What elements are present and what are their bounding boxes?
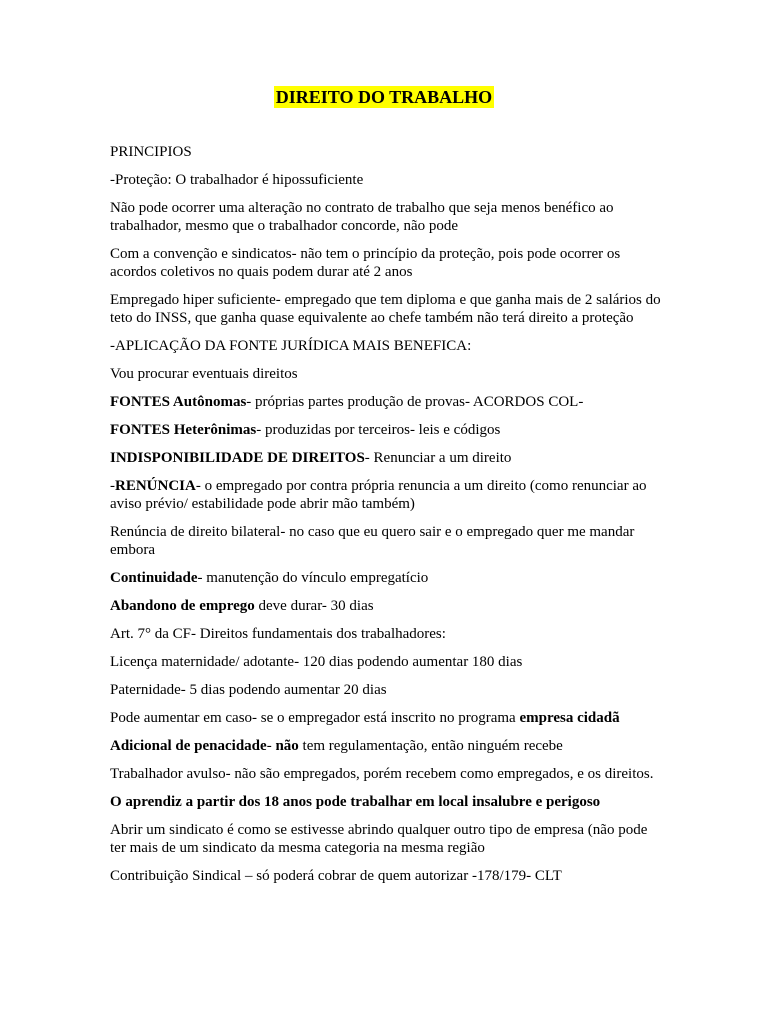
- paragraph: [110, 523, 666, 559]
- paragraph: [110, 199, 666, 235]
- text-segment: Trabalhador avulso- não são empregados, porém recebem como empregados, e os direitos.: [110, 766, 654, 782]
- text-segment: - o empregado por contra própria renuncia a um direito (como renunciar ao aviso prévio/ estabilidade pode abrir mão também): [110, 478, 647, 512]
- text-segment: Com a convenção e sindicatos- não tem o princípio da proteção, pois pode ocorrer os acordos coletivos no quais podem durar até 2 anos: [110, 246, 621, 280]
- paragraph: [110, 737, 666, 755]
- bold-text: não: [275, 738, 299, 754]
- paragraph: [110, 653, 666, 671]
- text-segment: -: [266, 738, 276, 754]
- paragraph: [110, 681, 666, 699]
- paragraph: [110, 245, 666, 281]
- paragraph: [110, 709, 666, 727]
- document-body: [110, 143, 666, 895]
- paragraph: [110, 337, 666, 355]
- text-segment: -Proteção: O trabalhador é hipossuficiente: [110, 172, 364, 188]
- text-segment: Renúncia de direito bilateral- no caso que eu quero sair e o empregado quer me mandar embora: [110, 524, 635, 558]
- bold-text: Abandono de emprego: [110, 598, 255, 614]
- bold-text: FONTES Heterônimas: [110, 422, 257, 438]
- text-segment: PRINCIPIOS: [110, 144, 192, 160]
- text-segment: Pode aumentar em caso- se o empregador está inscrito no programa: [110, 710, 520, 726]
- paragraph: [110, 143, 666, 161]
- paragraph: [110, 821, 666, 857]
- text-segment: Contribuição Sindical – só poderá cobrar de quem autorizar -178/179- CLT: [110, 868, 562, 884]
- text-segment: tem regulamentação, então ninguém recebe: [298, 738, 563, 754]
- title-wrapper: [0, 86, 768, 108]
- paragraph: [110, 421, 666, 439]
- paragraph: [110, 569, 666, 587]
- bold-text: empresa cidadã: [519, 710, 620, 726]
- paragraph: [110, 171, 666, 189]
- paragraph: [110, 625, 666, 643]
- text-segment: Art. 7° da CF- Direitos fundamentais dos trabalhadores:: [110, 626, 446, 642]
- text-segment: - próprias partes produção de provas- ACORDOS COL-: [246, 394, 584, 410]
- paragraph: [110, 765, 666, 783]
- text-segment: -: [110, 478, 115, 494]
- text-segment: -APLICAÇÃO DA FONTE JURÍDICA MAIS BENEFICA:: [110, 338, 472, 354]
- bold-text: Continuidade: [110, 570, 198, 586]
- bold-text: Adicional de penacidade: [110, 738, 267, 754]
- bold-text: RENÚNCIA: [115, 478, 196, 494]
- text-segment: Empregado hiper suficiente- empregado que tem diploma e que ganha mais de 2 salários do teto do INSS, que ganha quase equivalente ao chefe também não terá direito a proteção: [110, 292, 661, 326]
- paragraph: [110, 477, 666, 513]
- text-segment: Licença maternidade/ adotante- 120 dias podendo aumentar 180 dias: [110, 654, 523, 670]
- text-segment: Paternidade- 5 dias podendo aumentar 20 dias: [110, 682, 387, 698]
- text-segment: - Renunciar a um direito: [364, 450, 512, 466]
- text-segment: - produzidas por terceiros- leis e códigos: [256, 422, 501, 438]
- document-title: DIREITO DO TRABALHO: [275, 87, 493, 107]
- paragraph: [110, 867, 666, 885]
- text-segment: Abrir um sindicato é como se estivesse abrindo qualquer outro tipo de empresa (não pode ter mais de um sindicato da mesma categoria na mesma região: [110, 822, 648, 856]
- text-segment: - manutenção do vínculo empregatício: [197, 570, 429, 586]
- paragraph: [110, 393, 666, 411]
- text-segment: Vou procurar eventuais direitos: [110, 366, 298, 382]
- text-segment: Não pode ocorrer uma alteração no contrato de trabalho que seja menos benéfico ao trabalhador, mesmo que o trabalhador concorde, não pode: [110, 200, 614, 234]
- text-segment: deve durar- 30 dias: [254, 598, 374, 614]
- paragraph: [110, 793, 666, 811]
- bold-text: O aprendiz a partir dos 18 anos pode trabalhar em local insalubre e perigoso: [110, 794, 601, 810]
- bold-text: FONTES Autônomas: [110, 394, 247, 410]
- paragraph: [110, 597, 666, 615]
- paragraph: [110, 449, 666, 467]
- bold-text: INDISPONIBILIDADE DE DIREITOS: [110, 450, 365, 466]
- paragraph: [110, 365, 666, 383]
- paragraph: [110, 291, 666, 327]
